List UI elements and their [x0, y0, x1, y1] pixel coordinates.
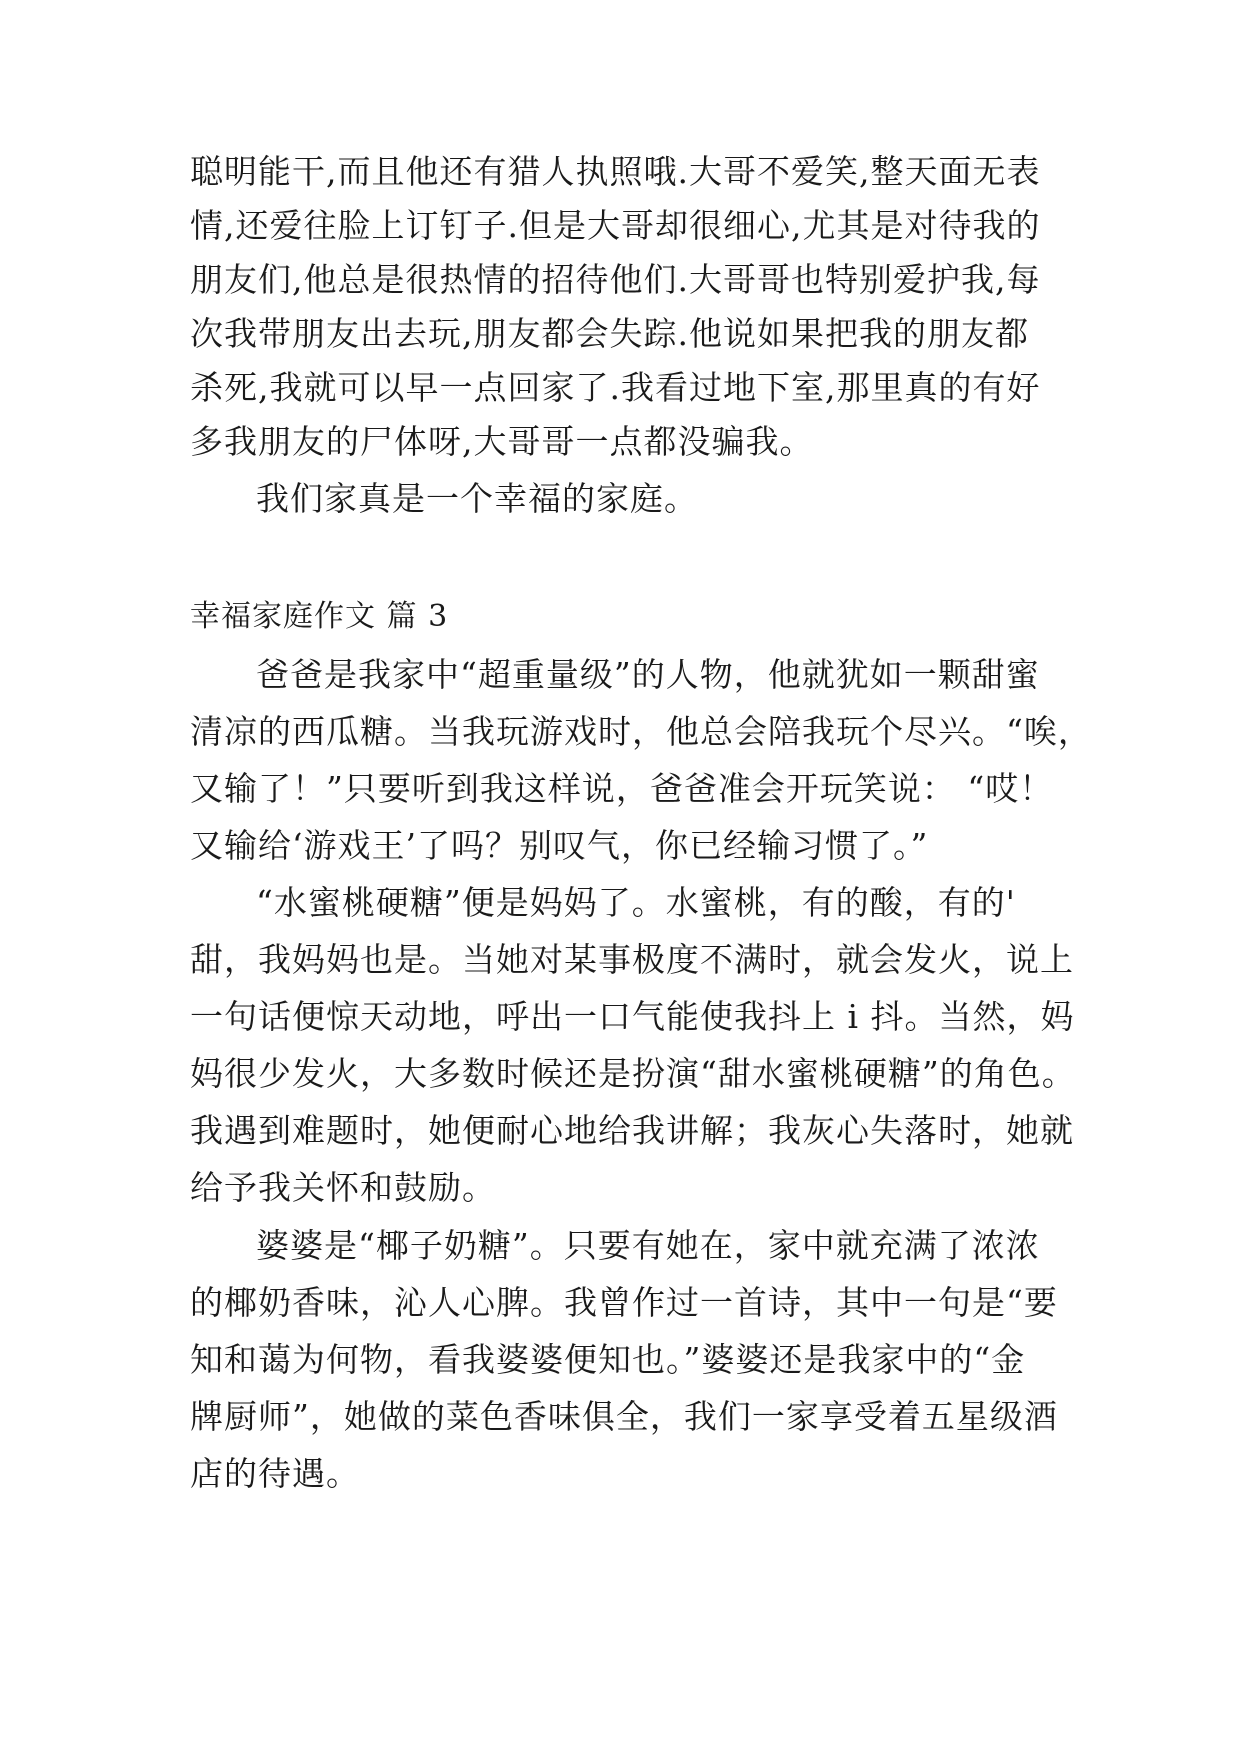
text-line: 多我朋友的尸体呀,大哥哥一点都没骗我。 — [190, 422, 814, 461]
text-line: 牌厨师”，她做的菜色香味俱全，我们一家享受着五星级酒 — [190, 1397, 1058, 1436]
text-line: 的椰奶香味，沁人心脾。我曾作过一首诗，其中一句是“要 — [190, 1283, 1058, 1322]
text-line: 聪明能干,而且他还有猎人执照哦.大哥不爱笑,整天面无表 — [190, 152, 1041, 191]
text-line: 甜，我妈妈也是。当她对某事极度不满时，就会发火，说上 — [190, 940, 1074, 979]
closing-sentence: 我们家真是一个幸福的家庭。 — [256, 479, 698, 518]
text-line: 朋友们,他总是很热情的招待他们.大哥哥也特别爱护我,每 — [190, 260, 1041, 299]
text-line: 给予我关怀和鼓励。 — [190, 1168, 496, 1207]
text-line: 婆婆是“椰子奶糖”。只要有她在，家中就充满了浓浓 — [256, 1226, 1040, 1265]
text-line: 杀死,我就可以早一点回家了.我看过地下室,那里真的有好 — [190, 368, 1041, 407]
text-line: “水蜜桃硬糖”便是妈妈了。水蜜桃，有的酸，有的' — [256, 883, 1016, 922]
text-line: 店的待遇。 — [190, 1454, 360, 1493]
text-line: 清凉的西瓜糖。当我玩游戏时，他总会陪我玩个尽兴。“唉， — [190, 712, 1092, 751]
section-heading: 幸福家庭作文 篇 3 — [190, 599, 449, 634]
text-line: 次我带朋友出去玩,朋友都会失踪.他说如果把我的朋友都 — [190, 314, 1029, 353]
text-line: 情,还爱往脸上订钉子.但是大哥却很细心,尤其是对待我的 — [190, 206, 1041, 245]
text-line: 一句话便惊天动地，呼出一口气能使我抖上 i 抖。当然，妈 — [190, 997, 1075, 1036]
text-line: 妈很少发火，大多数时候还是扮演“甜水蜜桃硬糖”的角色。 — [190, 1054, 1076, 1093]
text-line: 又输了！”只要听到我这样说，爸爸准会开玩笑说： “哎！ — [190, 769, 1054, 808]
text-line: 知和蔼为何物，看我婆婆便知也。”婆婆还是我家中的“金 — [190, 1340, 1026, 1379]
text-line: 爸爸是我家中“超重量级”的人物，他就犹如一颗甜蜜 — [256, 655, 1040, 694]
text-line: 我遇到难题时，她便耐心地给我讲解；我灰心失落时，她就 — [190, 1111, 1074, 1150]
text-line: 又输给‘游戏王’了吗？别叹气，你已经输习惯了。” — [190, 826, 929, 865]
